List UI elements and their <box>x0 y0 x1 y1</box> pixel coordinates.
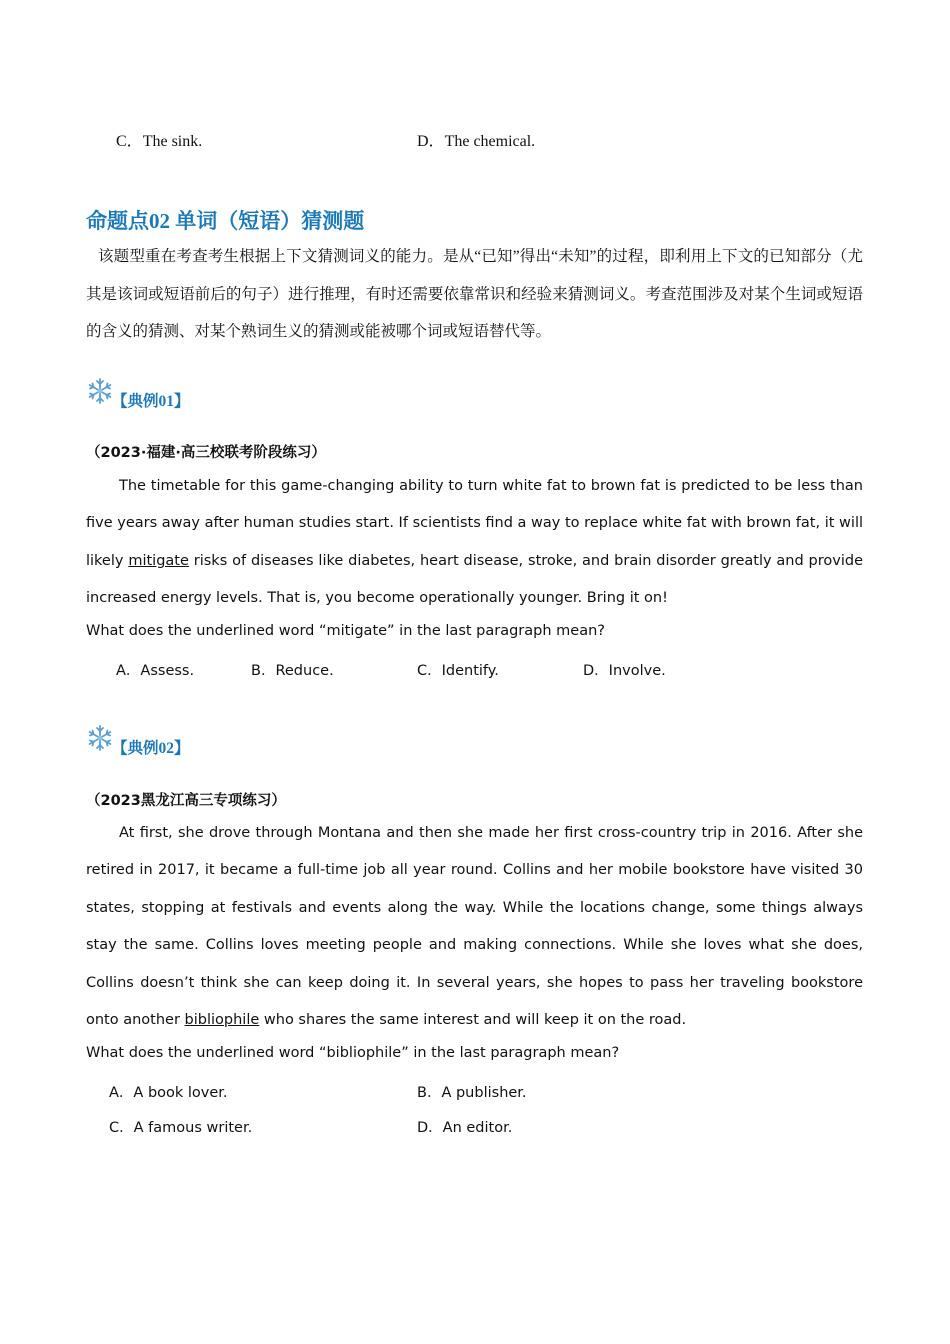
option-text: A book lover. <box>133 1085 228 1101</box>
option-text: A famous writer. <box>133 1120 253 1136</box>
example-2-question: What does the underlined word “bibliophile” in the last paragraph mean? <box>86 1045 620 1061</box>
option-c-top <box>116 128 202 151</box>
option-letter: A． <box>109 1085 134 1101</box>
option-text: Reduce. <box>275 663 334 679</box>
option-letter: C． <box>417 663 442 679</box>
option-a <box>109 1081 228 1102</box>
section-intro: 该题型重在考查考生根据上下文猜测词义的能力。是从“已知”得出“未知”的过程，即利用上下文的已知部分（尤其是该词或短语前后的句子）进行推理，有时还需要依靠常识和经验来猜测词义。考查范围涉及对某个生词或短语的含义的猜测、对某个熟词生义的猜测或能被哪个词或短语替代等。 <box>86 248 863 340</box>
option-text: Assess. <box>140 663 195 679</box>
option-a <box>116 659 194 680</box>
option-text: Identify. <box>441 663 499 679</box>
option-b <box>251 659 334 680</box>
option-text: An editor. <box>442 1120 513 1136</box>
example-2-source: （2023黑龙江高三专项练习） <box>86 793 286 809</box>
option-letter: D． <box>583 663 609 679</box>
section-title: 命题点02 单词（短语）猜测题 <box>86 209 365 233</box>
passage-text: At first, she drove through Montana and then she made her first cross-country trip in 2016. After she retired in 2017, it became a full-time job all year round. Collins and her mobile bookstore have visited 30 states, stopping at festivals and events along the way. While the locations change, some things always stay the same. Collins loves meeting people and making connections. While she loves what she does, Collins doesn’t think she can keep doing it. In several years, she hopes to pass her traveling bookstore onto another <box>86 825 863 1029</box>
option-d-top <box>417 128 535 151</box>
example-2-label: 【典例02】 <box>112 740 190 757</box>
option-letter: A． <box>116 663 141 679</box>
option-text: Involve. <box>608 663 666 679</box>
underlined-word: mitigate <box>128 552 189 569</box>
option-c <box>417 659 499 680</box>
snowflake-icon <box>86 724 114 752</box>
example-1-source: （2023·福建·高三校联考阶段练习） <box>86 445 326 461</box>
example-1-question: What does the underlined word “mitigate” in the last paragraph mean? <box>86 623 605 639</box>
example-1-label: 【典例01】 <box>112 393 190 410</box>
passage-text: who shares the same interest and will keep it on the road. <box>259 1012 687 1029</box>
option-letter: C． <box>109 1120 134 1136</box>
option-d <box>583 659 666 680</box>
passage-text: risks of diseases like diabetes, heart disease, stroke, and brain disorder greatly and provide increased energy levels. That is, you become operationally younger. Bring it on! <box>86 552 863 607</box>
snowflake-icon <box>86 377 114 405</box>
example-1-passage <box>86 468 863 618</box>
option-letter: D． <box>417 1120 443 1136</box>
option-text: The sink. <box>142 133 203 150</box>
passage-text: The timetable for this game-changing ability to turn white fat to brown fat is predicted to be less than five years away after human studies start. If scientists find a way to replace white fat with brown fat, it will likely <box>86 478 863 569</box>
option-letter: C． <box>116 133 143 150</box>
option-text: The chemical. <box>444 133 536 150</box>
option-b <box>417 1081 527 1102</box>
option-letter: B． <box>251 663 276 679</box>
example-2-passage <box>86 815 863 1039</box>
option-c <box>109 1116 252 1137</box>
underlined-word: bibliophile <box>184 1012 260 1029</box>
option-letter: D． <box>417 133 445 150</box>
option-text: A publisher. <box>441 1085 527 1101</box>
option-d <box>417 1116 512 1137</box>
option-letter: B． <box>417 1085 442 1101</box>
